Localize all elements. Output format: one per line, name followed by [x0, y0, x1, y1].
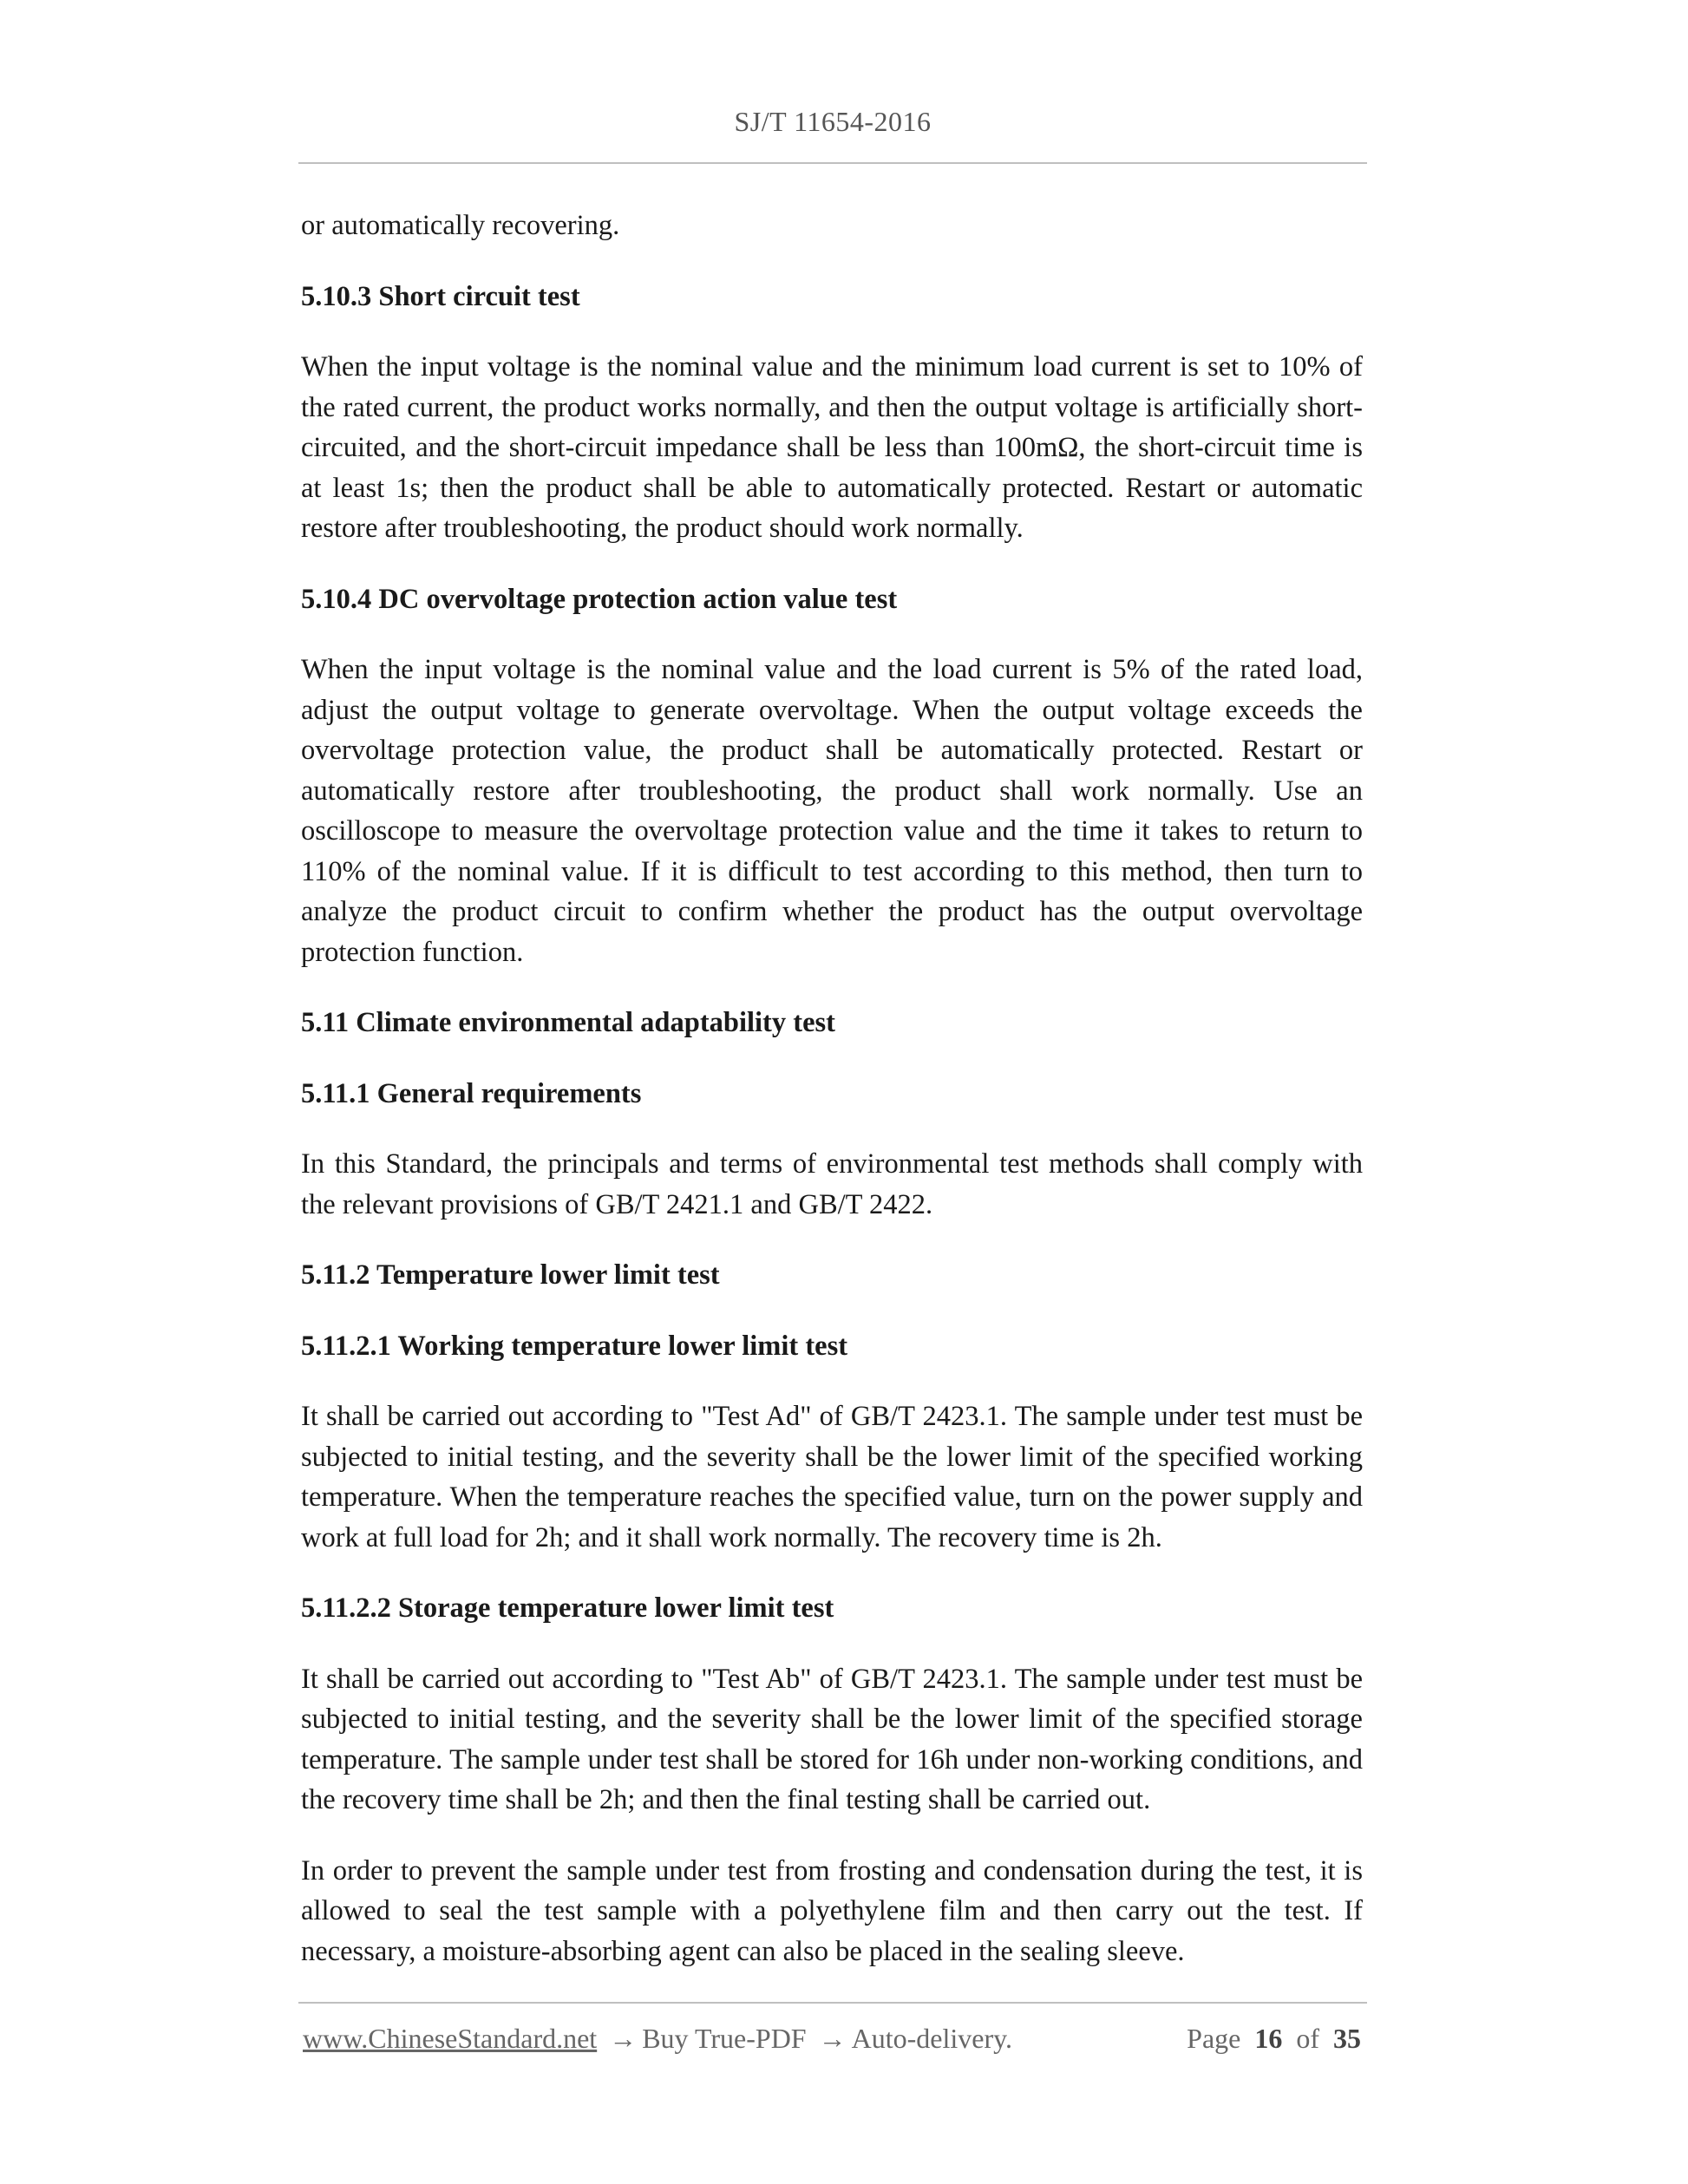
page-body	[301, 206, 1363, 2002]
paragraph-5-11-2-2-b: In order to prevent the sample under test from frosting and condensation during the test, it is allowed to seal the test sample with a polyethylene film and then carry out the test. If necessary, a moisture-absorbing agent can also be placed in the sealing sleeve.	[301, 1854, 1363, 1967]
arrow-right-icon: →	[818, 2023, 847, 2054]
page-current: 16	[1254, 2023, 1283, 2054]
section-heading-5-10-3: 5.10.3 Short circuit test	[301, 280, 580, 312]
footer-promo	[303, 2023, 1012, 2055]
page-total: 35	[1333, 2023, 1361, 2054]
continued-paragraph: or automatically recovering.	[301, 210, 620, 241]
paragraph-5-11-1: In this Standard, the principals and terms of environmental test methods shall comply with the relevant provisions of GB/T 2421.1 and GB/T 2422.	[301, 1148, 1363, 1220]
paragraph-5-11-2-2-a: It shall be carried out according to "Test Ab" of GB/T 2423.1. The sample under test must be subjected to initial testing, and the severity shall be the lower limit of the specified storage temperature. The sample under test shall be stored for 16h under non-working conditions, and the recovery time shall be 2h; and then the final testing shall be carried out.	[301, 1663, 1363, 1815]
paragraph-5-11-2-1: It shall be carried out according to "Test Ad" of GB/T 2423.1. The sample under test must be subjected to initial testing, and the severity shall be the lower limit of the specified working temperature. When the temperature reaches the specified value, turn on the power supply and work at full load for 2h; and it shall work normally. The recovery time is 2h.	[301, 1401, 1363, 1553]
page-of-label: of	[1296, 2023, 1319, 2054]
page-label: Page	[1187, 2023, 1241, 2054]
page-footer	[303, 2023, 1361, 2055]
section-heading-5-11-2-2: 5.11.2.2 Storage temperature lower limit test	[301, 1592, 834, 1624]
paragraph-5-10-3: When the input voltage is the nominal value and the minimum load current is set to 10% of the rated current, the product works normally, and then the output voltage is artificially short-circuited, and the short-circuit impedance shall be less than 100mΩ, the short-circuit time is at least 1s; then the product shall be able to automatically protected. Restart or automatic restore after troubleshooting, the product should work normally.	[301, 351, 1363, 544]
section-heading-5-10-4: 5.10.4 DC overvoltage protection action value test	[301, 583, 898, 615]
arrow-right-icon: →	[609, 2023, 638, 2054]
section-heading-5-11-1: 5.11.1 General requirements	[301, 1077, 642, 1109]
footer-divider	[298, 2002, 1367, 2004]
paragraph-5-10-4: When the input voltage is the nominal value and the load current is 5% of the rated load, adjust the output voltage to generate overvoltage. When the output voltage exceeds the overvoltage protection value, the product shall be automatically protected. Restart or automatically restore after troubleshooting, the product shall work normally. Use an oscilloscope to measure the overvoltage protection value and the time it takes to return to 110% of the nominal value. If it is difficult to test according to this method, then turn to analyze the product circuit to confirm whether the product has the output overvoltage protection function.	[301, 654, 1363, 968]
section-heading-5-11: 5.11 Climate environmental adaptability test	[301, 1007, 835, 1038]
running-header: SJ/T 11654-2016	[734, 106, 932, 137]
header-divider	[298, 162, 1367, 164]
auto-delivery-text: Auto-delivery.	[851, 2023, 1013, 2054]
website-link[interactable]: www.ChineseStandard.net	[303, 2023, 598, 2054]
buy-true-pdf-text: Buy True-PDF	[642, 2023, 807, 2054]
section-heading-5-11-2-1: 5.11.2.1 Working temperature lower limit test	[301, 1330, 848, 1362]
page-indicator	[1187, 2023, 1361, 2055]
section-heading-5-11-2: 5.11.2 Temperature lower limit test	[301, 1259, 720, 1291]
